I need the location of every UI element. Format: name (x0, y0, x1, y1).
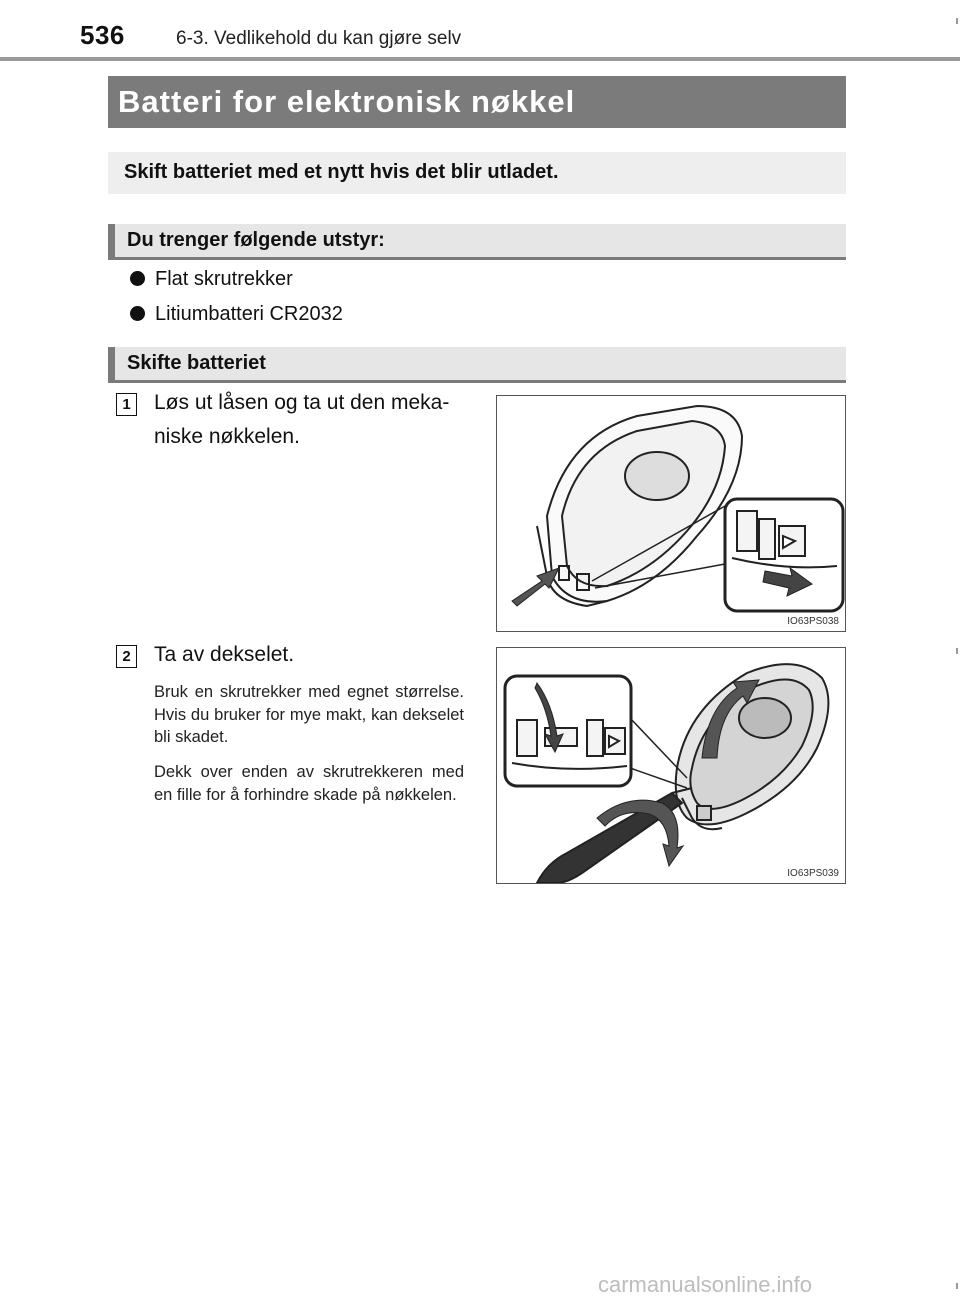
page-number: 536 (80, 20, 125, 50)
key-fob-illustration-2 (497, 648, 845, 883)
step-number-1: 1 (116, 393, 137, 416)
page-edge-mark (956, 18, 958, 24)
list-item (130, 303, 343, 326)
step-number-2: 2 (116, 645, 137, 668)
equipment-item: Litiumbatteri CR2032 (155, 303, 343, 325)
replace-heading: Skifte batteriet (127, 352, 266, 374)
section-title: Batteri for elektronisk nøkkel (118, 84, 576, 119)
equipment-heading-bar (108, 224, 846, 260)
figure-remove-mechanical-key (496, 395, 846, 632)
header-divider (0, 57, 960, 61)
figure-code: IO63PS038 (787, 616, 839, 627)
key-fob-illustration-1 (497, 396, 845, 631)
step-2-note-1: Bruk en skrutrekker med egnet størrelse. Hvis du bruker for mye makt, kan dekselet bli skadet. (154, 683, 464, 746)
step-2-text: Ta av dekselet. (154, 643, 295, 666)
step-1-text (154, 386, 449, 454)
step-1-line2: niske nøkkelen. (154, 425, 300, 448)
bullet-icon (130, 306, 145, 321)
equipment-heading: Du trenger følgende utstyr: (127, 229, 385, 251)
watermark: carmanualsonline.info (598, 1272, 813, 1297)
list-item (130, 268, 293, 291)
page-edge-mark (956, 1283, 958, 1289)
intro-text: Skift batteriet med et nytt hvis det blir utladet. (124, 161, 559, 183)
step-2-note-2: Dekk over enden av skrutrekkeren med en fille for å forhindre skade på nøkkelen. (154, 763, 464, 804)
figure-code: IO63PS039 (787, 868, 839, 879)
section-title-bar (108, 76, 846, 128)
equipment-item: Flat skrutrekker (155, 268, 293, 290)
page-edge-mark (956, 648, 958, 654)
step-1-line1: Løs ut låsen og ta ut den meka- (154, 391, 450, 414)
chapter-title: 6-3. Vedlikehold du kan gjøre selv (176, 28, 462, 49)
figure-remove-cover (496, 647, 846, 884)
intro-box (108, 152, 846, 194)
replace-heading-bar (108, 347, 846, 383)
bullet-icon (130, 271, 145, 286)
